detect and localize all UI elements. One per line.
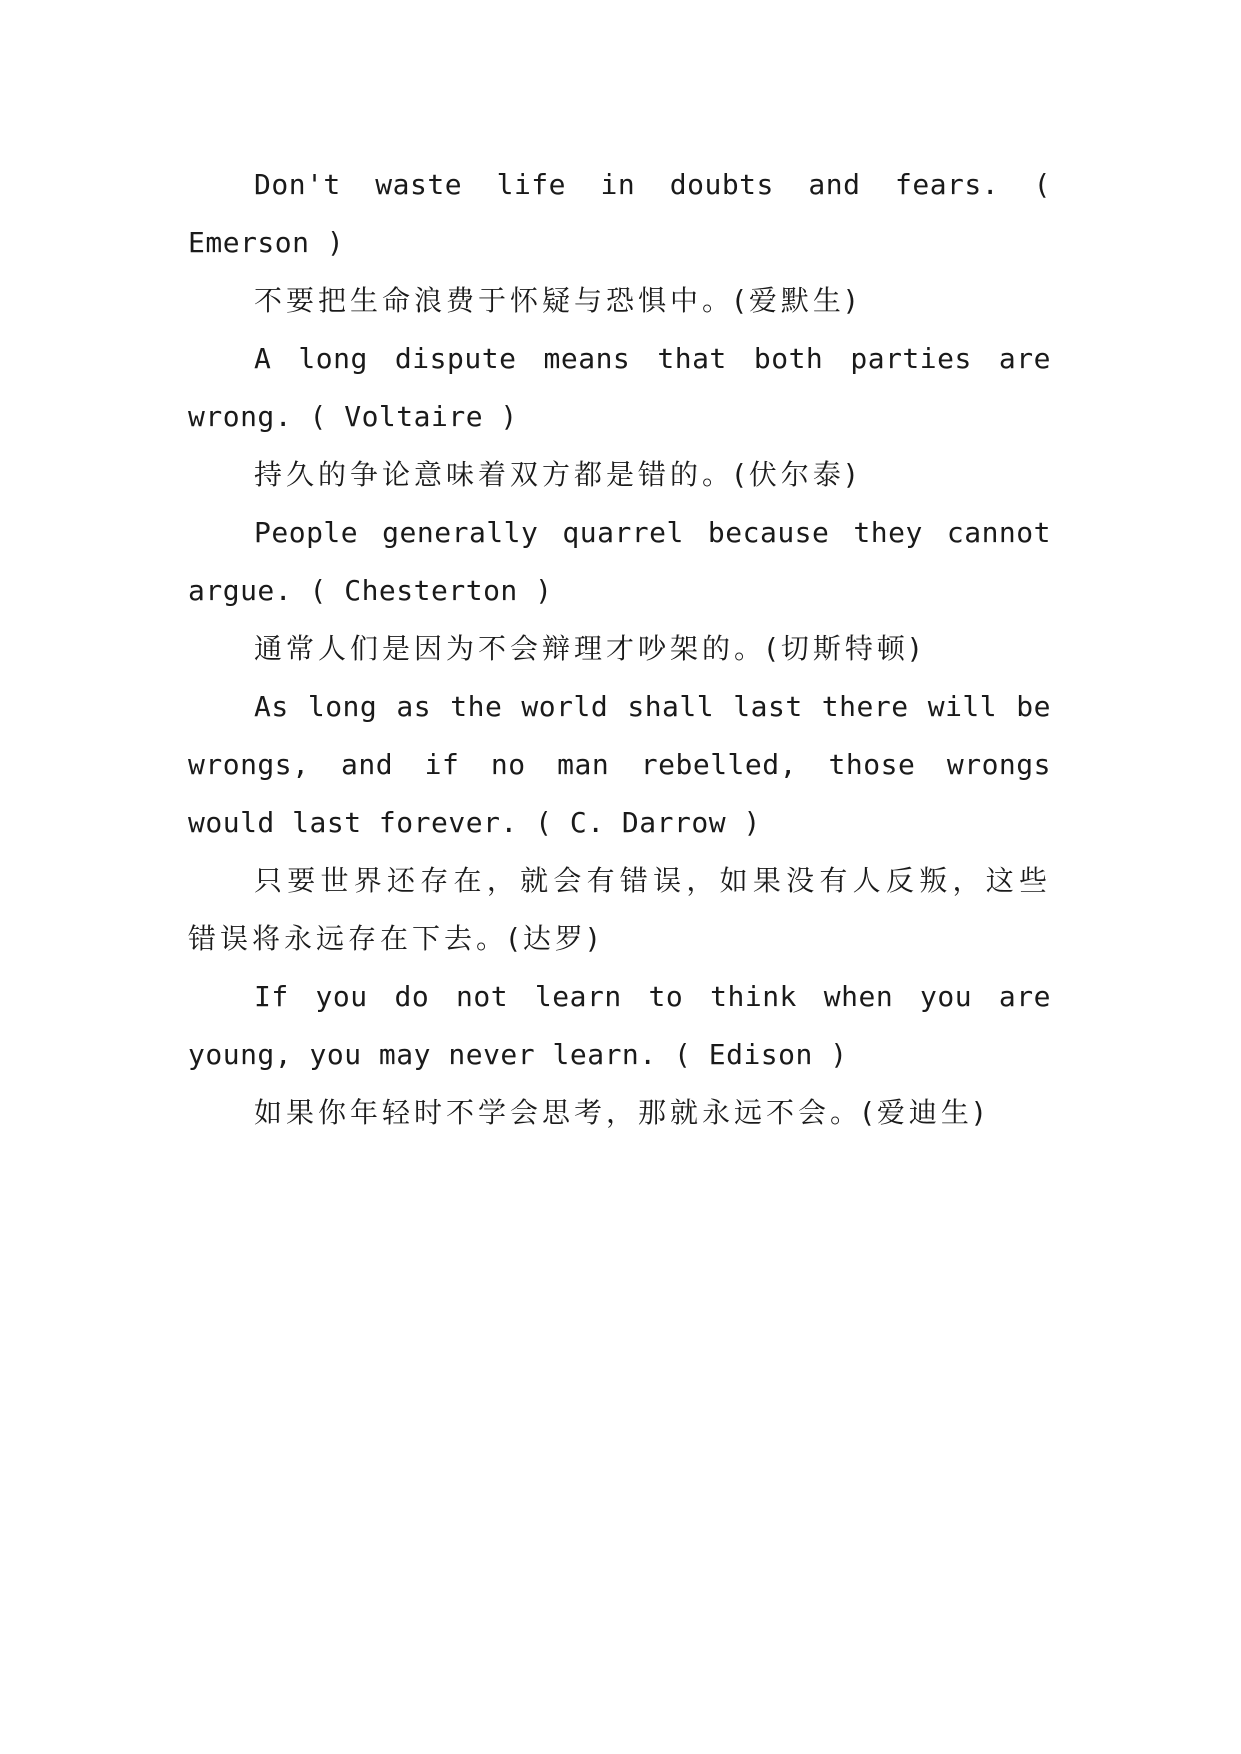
quote-chinese-edison: 如果你年轻时不学会思考，那就永远不会。(爱迪生) [254, 1096, 988, 1129]
quote-english-edison: If you do not learn to think when you are young, you may never learn. ( Edison ) [188, 980, 1051, 1071]
quote-english-voltaire: A long dispute means that both parties are wrong. ( Voltaire ) [188, 342, 1051, 433]
quote-chinese-voltaire: 持久的争论意味着双方都是错的。(伏尔泰) [254, 458, 860, 491]
quote-english-darrow: As long as the world shall last there will be wrongs, and if no man rebelled, those wrongs would last forever. ( C. Darrow ) [188, 690, 1051, 839]
quote-english-chesterton: People generally quarrel because they cannot argue. ( Chesterton ) [188, 516, 1051, 607]
quote-english-emerson: Don't waste life in doubts and fears. ( Emerson ) [188, 168, 1051, 259]
quote-chinese-emerson: 不要把生命浪费于怀疑与恐惧中。(爱默生) [254, 284, 860, 317]
quote-chinese-darrow: 只要世界还存在，就会有错误，如果没有人反叛，这些错误将永远存在下去。(达罗) [188, 864, 1051, 955]
document-body [188, 156, 1051, 1142]
quote-chinese-chesterton: 通常人们是因为不会辩理才吵架的。(切斯特顿) [254, 632, 924, 665]
